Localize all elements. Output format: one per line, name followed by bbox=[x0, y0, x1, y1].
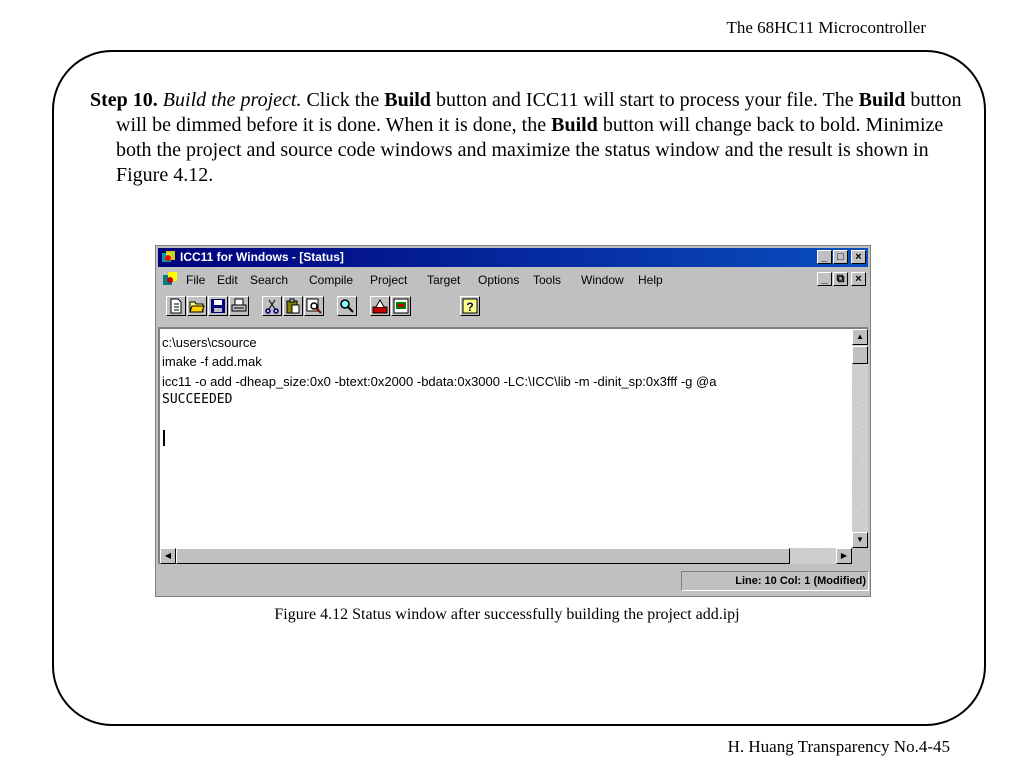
help-icon bbox=[462, 298, 478, 314]
scroll-down-button[interactable]: ▼ bbox=[852, 532, 868, 548]
maximize-button[interactable]: □ bbox=[833, 250, 848, 264]
print-button[interactable] bbox=[229, 296, 249, 316]
find-replace-button[interactable] bbox=[304, 296, 324, 316]
figure-caption: Figure 4.12 Status window after successfully building the project add.ipj bbox=[274, 606, 740, 623]
save-button[interactable] bbox=[208, 296, 228, 316]
menu-compile[interactable]: Compile bbox=[309, 273, 354, 287]
menu-search[interactable]: Search bbox=[250, 273, 289, 287]
paste-icon bbox=[285, 298, 301, 314]
mdi-close-button[interactable]: × bbox=[851, 272, 866, 286]
help-button[interactable] bbox=[460, 296, 480, 316]
status-position: Line: 10 Col: 1 (Modified) bbox=[681, 571, 869, 591]
save-icon bbox=[210, 298, 226, 314]
horizontal-scroll-thumb[interactable] bbox=[176, 548, 790, 564]
horizontal-scrollbar[interactable] bbox=[158, 548, 852, 564]
horizontal-scroll-container bbox=[158, 548, 868, 566]
build-word-3: Build bbox=[551, 114, 598, 136]
cut-icon bbox=[264, 298, 280, 314]
search-icon bbox=[339, 298, 355, 314]
menu-project[interactable]: Project bbox=[370, 273, 408, 287]
open-button[interactable] bbox=[187, 296, 207, 316]
scroll-up-button[interactable]: ▲ bbox=[852, 329, 868, 345]
build-word-2: Build bbox=[858, 89, 906, 111]
menu-window[interactable]: Window bbox=[581, 273, 624, 287]
menu-edit[interactable]: Edit bbox=[217, 273, 238, 287]
cut-button[interactable] bbox=[262, 296, 282, 316]
document-icon[interactable] bbox=[162, 271, 178, 287]
menu-options[interactable]: Options bbox=[478, 273, 520, 287]
menu-file[interactable]: File bbox=[186, 273, 206, 287]
build-icon bbox=[372, 298, 388, 314]
step-label: Step 10. bbox=[90, 89, 158, 111]
icc11-window bbox=[155, 245, 871, 597]
scroll-right-button[interactable]: ▶ bbox=[836, 548, 852, 564]
app-icon bbox=[161, 250, 176, 265]
step-text-2: button and ICC11 will start to process your file. The bbox=[430, 89, 859, 111]
status-output-area[interactable] bbox=[158, 327, 868, 548]
download-icon bbox=[393, 298, 409, 314]
title-bar[interactable] bbox=[158, 248, 868, 267]
search-button[interactable] bbox=[337, 296, 357, 316]
step-text-4: button will change back to bold. Minimize both the project and source code windows and maximize the status window and the result is shown in Figure 4.12. bbox=[116, 114, 944, 186]
menu-tools[interactable]: Tools bbox=[533, 273, 562, 287]
vertical-scroll-thumb[interactable] bbox=[852, 346, 868, 364]
menu-bar bbox=[158, 269, 868, 290]
output-line-succeeded: SUCCEEDED bbox=[162, 392, 233, 407]
close-button[interactable]: × bbox=[851, 250, 866, 264]
mdi-minimize-button[interactable]: _ bbox=[817, 272, 832, 286]
text-cursor bbox=[163, 430, 165, 446]
new-file-button[interactable] bbox=[166, 296, 186, 316]
svg-text:?: ? bbox=[466, 300, 474, 314]
step-text-3: button will be dimmed before it is done. When it is done, the bbox=[116, 89, 962, 136]
minimize-button[interactable]: _ bbox=[817, 250, 832, 264]
build-button[interactable] bbox=[370, 296, 390, 316]
scroll-left-button[interactable]: ◀ bbox=[160, 548, 176, 564]
toolbar bbox=[158, 292, 868, 320]
vertical-scrollbar[interactable] bbox=[852, 329, 868, 548]
new-file-icon bbox=[168, 298, 184, 314]
build-word-1: Build bbox=[384, 89, 431, 111]
menu-help[interactable]: Help bbox=[638, 273, 663, 287]
output-line: c:\users\csource bbox=[162, 335, 257, 350]
download-button[interactable] bbox=[391, 296, 411, 316]
mdi-restore-button[interactable]: ⧉ bbox=[833, 272, 848, 286]
find-replace-icon bbox=[306, 298, 322, 314]
page-header: The 68HC11 Microcontroller bbox=[726, 18, 926, 37]
step-text bbox=[90, 88, 976, 188]
output-line: imake -f add.mak bbox=[162, 354, 262, 369]
status-bar bbox=[158, 571, 868, 593]
print-icon bbox=[231, 298, 247, 314]
paste-button[interactable] bbox=[283, 296, 303, 316]
page-footer: H. Huang Transparency No.4-45 bbox=[727, 737, 950, 756]
menu-target[interactable]: Target bbox=[427, 273, 461, 287]
window-title: ICC11 for Windows - [Status] bbox=[180, 250, 344, 264]
output-line: icc11 -o add -dheap_size:0x0 -btext:0x2000 -bdata:0x3000 -LC:\ICC\lib -m -dinit_sp:0x3fff -g @a bbox=[162, 374, 717, 389]
step-title: Build the project. bbox=[162, 89, 302, 111]
step-text-1: Click the bbox=[301, 89, 385, 111]
open-folder-icon bbox=[189, 298, 205, 314]
